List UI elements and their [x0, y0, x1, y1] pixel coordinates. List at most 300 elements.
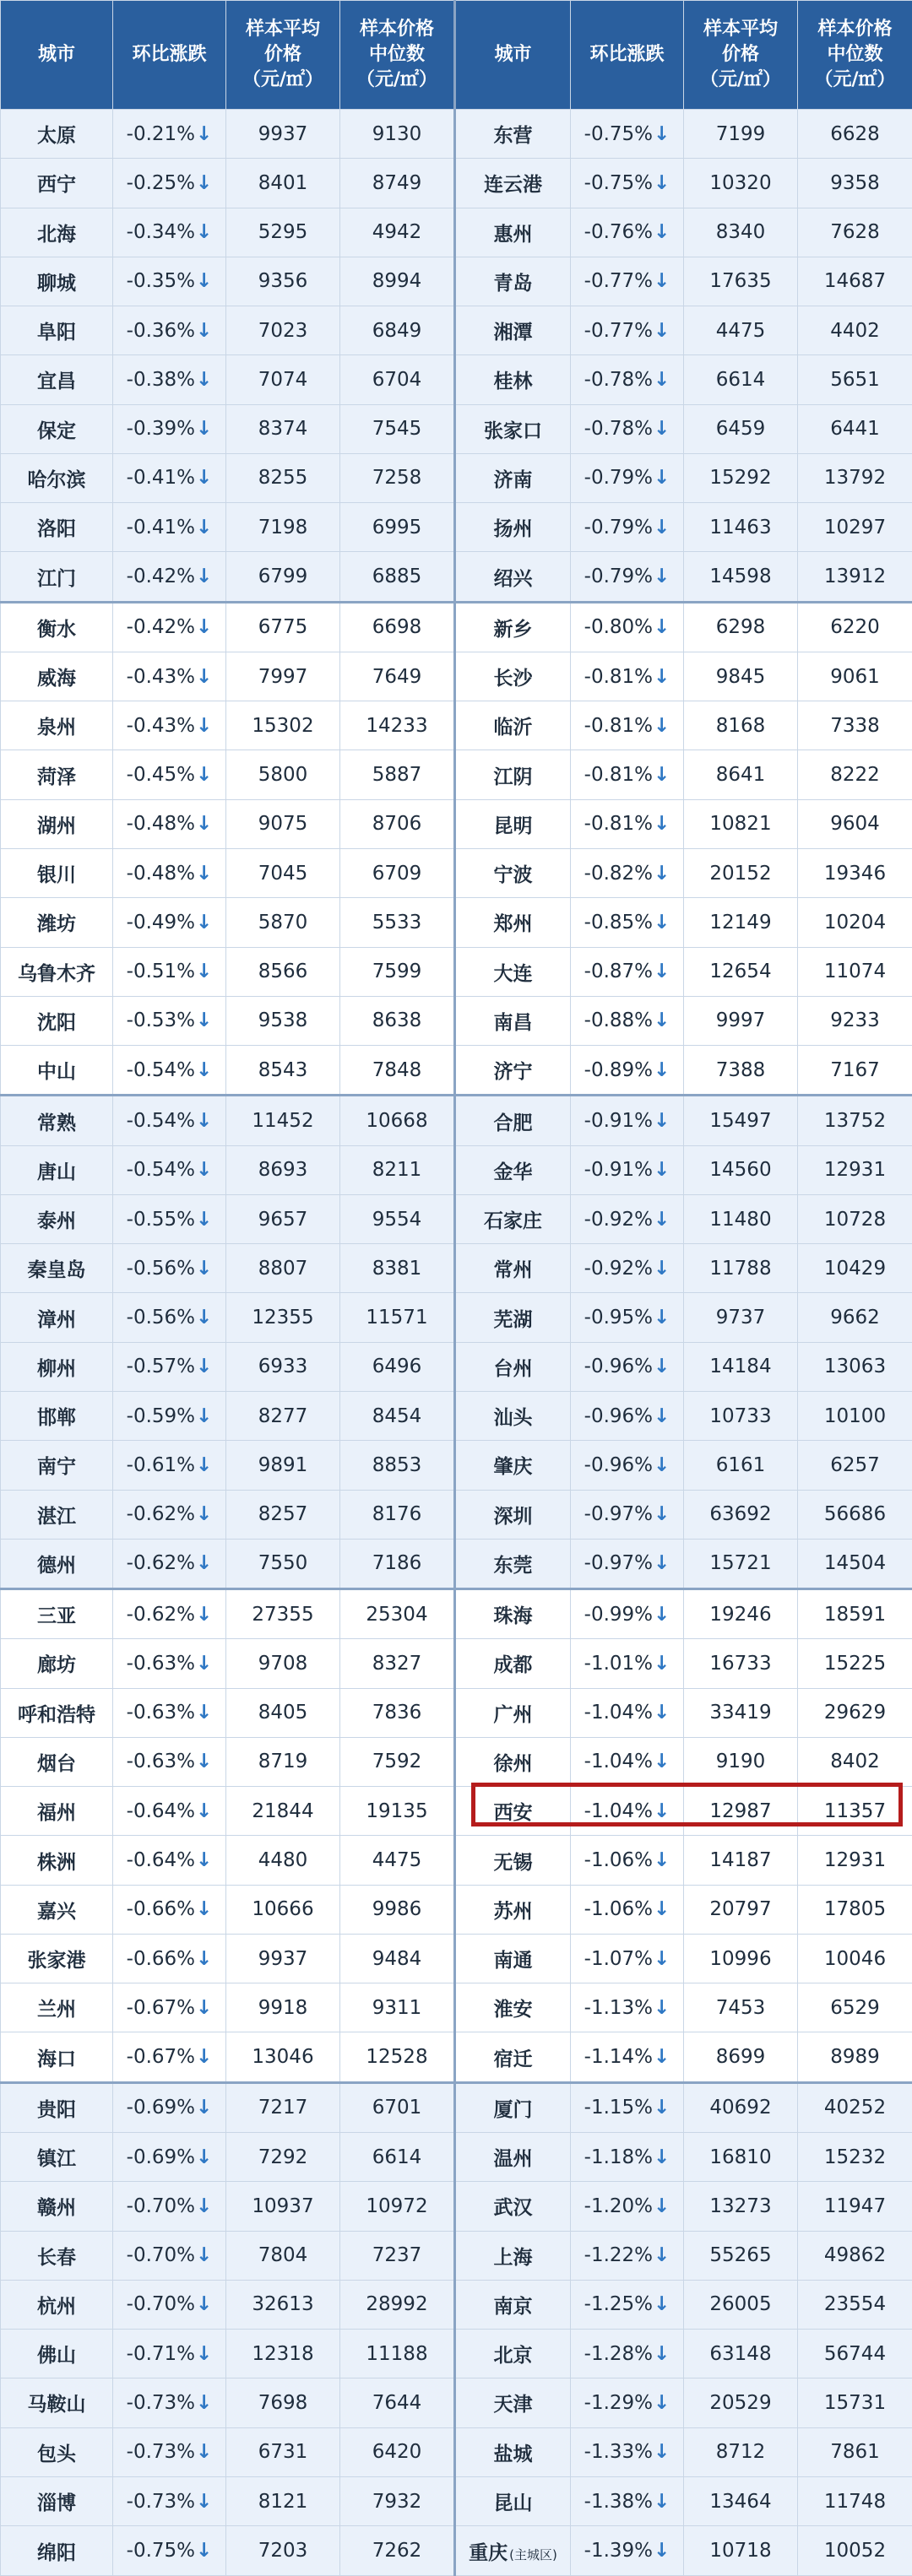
city-cell [455, 2427, 571, 2476]
avg-price-cell: 8374 [226, 404, 340, 453]
down-arrow-icon: ↓ [654, 467, 670, 490]
avg-price-cell: 7199 [684, 110, 798, 159]
avg-price-cell: 9845 [684, 652, 798, 701]
change-value: -0.61% [126, 1453, 196, 1476]
change-cell [113, 2182, 226, 2231]
city-cell [455, 208, 571, 257]
change-cell [571, 110, 684, 159]
down-arrow-icon: ↓ [654, 1208, 670, 1231]
city-cell [1, 2133, 113, 2182]
city-cell [455, 110, 571, 159]
city-cell [455, 1342, 571, 1391]
median-price-cell: 7649 [340, 652, 455, 701]
avg-price-cell: 5295 [226, 208, 340, 257]
city-cell [455, 1046, 571, 1096]
avg-price-cell: 4475 [684, 306, 798, 355]
change-cell [571, 1787, 684, 1836]
change-value: -0.54% [126, 1058, 196, 1081]
median-price-cell: 7628 [798, 208, 912, 257]
city-name: 保定 [37, 419, 76, 442]
change-value: -0.25% [126, 171, 196, 194]
avg-price-cell: 16733 [684, 1639, 798, 1688]
median-price-cell: 7836 [340, 1688, 455, 1737]
median-price-cell: 6529 [798, 1983, 912, 2032]
city-name: 镇江 [37, 2148, 76, 2171]
avg-price-cell: 33419 [684, 1688, 798, 1737]
city-name: 惠州 [493, 223, 533, 246]
change-cell [571, 1885, 684, 1934]
median-price-cell: 7644 [340, 2378, 455, 2427]
city-name: 赣州 [37, 2197, 76, 2220]
change-cell [571, 355, 684, 404]
avg-price-cell: 9708 [226, 1639, 340, 1688]
median-price-cell: 7848 [340, 1046, 455, 1096]
down-arrow-icon: ↓ [196, 1799, 213, 1822]
down-arrow-icon: ↓ [654, 1159, 670, 1182]
down-arrow-icon: ↓ [196, 2293, 213, 2316]
city-name: 厦门 [493, 2098, 533, 2121]
change-cell [113, 1885, 226, 1934]
median-price-cell: 49862 [798, 2231, 912, 2280]
median-price-cell: 6709 [340, 849, 455, 898]
city-name: 杭州 [37, 2295, 76, 2318]
avg-price-cell: 11480 [684, 1194, 798, 1243]
change-cell [113, 453, 226, 502]
change-value: -0.96% [584, 1356, 654, 1378]
city-name: 泉州 [37, 717, 76, 739]
change-cell [571, 1490, 684, 1539]
avg-price-cell: 12318 [226, 2330, 340, 2378]
change-cell [571, 1145, 684, 1194]
median-price-cell: 13752 [798, 1096, 912, 1145]
down-arrow-icon: ↓ [654, 2046, 670, 2069]
avg-price-cell: 20797 [684, 1885, 798, 1934]
avg-price-cell: 63692 [684, 1490, 798, 1539]
change-value: -0.62% [126, 1552, 196, 1575]
change-value: -1.33% [584, 2441, 654, 2464]
city-name: 重庆 [469, 2541, 508, 2564]
city-name: 洛阳 [37, 518, 76, 541]
city-name: 威海 [37, 668, 76, 690]
change-cell [113, 1639, 226, 1688]
down-arrow-icon: ↓ [196, 1552, 213, 1575]
change-value: -0.89% [584, 1058, 654, 1081]
change-value: -0.75% [584, 171, 654, 194]
change-value: -0.57% [126, 1356, 196, 1378]
city-cell [1, 602, 113, 652]
down-arrow-icon: ↓ [196, 911, 213, 934]
down-arrow-icon: ↓ [196, 418, 213, 441]
change-value: -1.39% [584, 2540, 654, 2562]
city-cell [1, 355, 113, 404]
city-name: 肇庆 [493, 1456, 533, 1479]
table-row [1, 1639, 912, 1688]
city-cell [1, 1391, 113, 1440]
change-value: -0.42% [126, 616, 196, 639]
median-price-cell: 6885 [340, 552, 455, 602]
city-name: 西安 [493, 1802, 533, 1825]
change-cell [113, 1934, 226, 1983]
change-cell [571, 1096, 684, 1145]
table-row [1, 1836, 912, 1885]
city-name: 徐州 [493, 1752, 533, 1775]
city-cell [1, 552, 113, 602]
change-value: -1.04% [584, 1702, 654, 1724]
median-price-cell: 4475 [340, 1836, 455, 1885]
city-name: 青岛 [493, 272, 533, 295]
change-cell [113, 2280, 226, 2329]
median-price-cell: 9233 [798, 996, 912, 1045]
avg-price-cell: 15292 [684, 453, 798, 502]
change-value: -0.77% [584, 319, 654, 342]
change-cell [113, 2330, 226, 2378]
avg-price-cell: 8719 [226, 1737, 340, 1786]
city-name: 海口 [37, 2048, 76, 2070]
median-price-cell: 19346 [798, 849, 912, 898]
city-cell [455, 1983, 571, 2032]
down-arrow-icon: ↓ [654, 1702, 670, 1724]
city-cell [455, 2231, 571, 2280]
table-row [1, 306, 912, 355]
median-price-cell: 11074 [798, 947, 912, 996]
down-arrow-icon: ↓ [654, 122, 670, 145]
change-cell [113, 1046, 226, 1096]
median-price-cell: 7861 [798, 2427, 912, 2476]
avg-price-cell: 7203 [226, 2526, 340, 2576]
change-value: -0.49% [126, 911, 196, 934]
change-value: -0.36% [126, 319, 196, 342]
median-price-cell: 8211 [340, 1145, 455, 1194]
avg-price-cell: 6298 [684, 602, 798, 652]
city-name: 盐城 [493, 2443, 533, 2465]
avg-price-cell: 8693 [226, 1145, 340, 1194]
change-cell [113, 2476, 226, 2525]
avg-price-cell: 8340 [684, 208, 798, 257]
table-row [1, 1737, 912, 1786]
city-cell [1, 2231, 113, 2280]
city-cell [1, 1441, 113, 1490]
table-row [1, 1096, 912, 1145]
avg-price-cell: 7698 [226, 2378, 340, 2427]
city-name: 宁波 [493, 864, 533, 887]
change-value: -0.56% [126, 1257, 196, 1280]
city-name: 天津 [493, 2394, 533, 2416]
median-price-cell: 40252 [798, 2082, 912, 2132]
avg-price-cell: 10733 [684, 1391, 798, 1440]
median-price-cell: 6701 [340, 2082, 455, 2132]
change-value: -0.35% [126, 270, 196, 293]
city-name: 武汉 [493, 2197, 533, 2220]
city-name: 阜阳 [37, 322, 76, 344]
down-arrow-icon: ↓ [654, 2293, 670, 2316]
table-row [1, 1145, 912, 1194]
avg-price-cell: 7550 [226, 1539, 340, 1588]
city-name: 哈尔滨 [27, 468, 86, 491]
city-name: 西宁 [37, 174, 76, 197]
change-value: -0.97% [584, 1503, 654, 1526]
city-cell [455, 2032, 571, 2082]
city-cell [455, 849, 571, 898]
city-name: 珠海 [493, 1605, 533, 1628]
avg-price-cell: 8255 [226, 453, 340, 502]
change-value: -0.70% [126, 2293, 196, 2316]
change-value: -0.96% [584, 1453, 654, 1476]
median-price-cell: 5887 [340, 750, 455, 799]
down-arrow-icon: ↓ [196, 764, 213, 787]
down-arrow-icon: ↓ [654, 1799, 670, 1822]
city-cell [455, 1391, 571, 1440]
table-row [1, 2526, 912, 2576]
avg-price-cell: 7804 [226, 2231, 340, 2280]
table-row [1, 2231, 912, 2280]
city-cell [455, 503, 571, 552]
down-arrow-icon: ↓ [196, 2097, 213, 2119]
table-row [1, 1688, 912, 1737]
header-change: 环比涨跌 [571, 1, 684, 110]
change-cell [571, 1639, 684, 1688]
median-price-cell: 9311 [340, 1983, 455, 2032]
median-price-cell: 10046 [798, 1934, 912, 1983]
header-row [1, 1, 912, 110]
down-arrow-icon: ↓ [196, 862, 213, 885]
avg-price-cell: 6775 [226, 602, 340, 652]
median-price-cell: 9986 [340, 1885, 455, 1934]
down-arrow-icon: ↓ [196, 221, 213, 244]
change-cell [113, 2231, 226, 2280]
avg-price-cell: 8401 [226, 159, 340, 208]
city-cell [455, 2133, 571, 2182]
avg-price-cell: 9190 [684, 1737, 798, 1786]
change-cell [571, 1737, 684, 1786]
median-price-cell: 13792 [798, 453, 912, 502]
median-price-cell: 15731 [798, 2378, 912, 2427]
change-cell [113, 1983, 226, 2032]
city-cell [455, 1589, 571, 1639]
change-cell [571, 208, 684, 257]
down-arrow-icon: ↓ [654, 911, 670, 934]
change-cell [113, 849, 226, 898]
city-cell [1, 2280, 113, 2329]
median-price-cell: 19135 [340, 1787, 455, 1836]
city-suffix: (主城区) [509, 2546, 557, 2562]
city-name: 金华 [493, 1161, 533, 1183]
down-arrow-icon: ↓ [654, 616, 670, 639]
median-price-cell: 10204 [798, 898, 912, 947]
median-price-cell: 8402 [798, 1737, 912, 1786]
down-arrow-icon: ↓ [196, 1603, 213, 1626]
down-arrow-icon: ↓ [196, 1009, 213, 1032]
change-cell [571, 1046, 684, 1096]
median-price-cell: 6995 [340, 503, 455, 552]
city-cell [1, 1342, 113, 1391]
city-cell [1, 898, 113, 947]
median-price-cell: 7599 [340, 947, 455, 996]
median-price-cell: 7167 [798, 1046, 912, 1096]
down-arrow-icon: ↓ [196, 1702, 213, 1724]
change-cell [571, 1539, 684, 1588]
median-price-cell: 11748 [798, 2476, 912, 2525]
avg-price-cell: 8543 [226, 1046, 340, 1096]
change-cell [113, 257, 226, 306]
avg-price-cell: 8121 [226, 2476, 340, 2525]
city-cell [1, 1934, 113, 1983]
city-cell [455, 1441, 571, 1490]
city-name: 烟台 [37, 1752, 76, 1775]
city-cell [1, 701, 113, 750]
median-price-cell: 8638 [340, 996, 455, 1045]
city-name: 南昌 [493, 1011, 533, 1034]
change-value: -0.48% [126, 813, 196, 836]
change-cell [571, 898, 684, 947]
avg-price-cell: 5870 [226, 898, 340, 947]
table-row [1, 257, 912, 306]
change-value: -0.73% [126, 2391, 196, 2414]
avg-price-cell: 9918 [226, 1983, 340, 2032]
city-name: 株洲 [37, 1851, 76, 1874]
city-cell [455, 1293, 571, 1342]
down-arrow-icon: ↓ [654, 1356, 670, 1378]
avg-price-cell: 7217 [226, 2082, 340, 2132]
median-price-cell: 12528 [340, 2032, 455, 2082]
change-cell [571, 1688, 684, 1737]
down-arrow-icon: ↓ [196, 2194, 213, 2217]
city-name: 包头 [37, 2443, 76, 2465]
table-row [1, 110, 912, 159]
down-arrow-icon: ↓ [196, 1356, 213, 1378]
down-arrow-icon: ↓ [654, 566, 670, 588]
table-row [1, 1293, 912, 1342]
avg-price-cell: 16810 [684, 2133, 798, 2182]
city-cell [1, 159, 113, 208]
city-cell [1, 996, 113, 1045]
median-price-cell: 25304 [340, 1589, 455, 1639]
avg-price-cell: 9937 [226, 110, 340, 159]
down-arrow-icon: ↓ [654, 1898, 670, 1921]
city-cell [1, 404, 113, 453]
table-row [1, 2280, 912, 2329]
change-value: -0.96% [584, 1404, 654, 1427]
change-cell [571, 257, 684, 306]
table-row [1, 1441, 912, 1490]
city-cell [1, 257, 113, 306]
change-cell [571, 404, 684, 453]
change-value: -0.66% [126, 1898, 196, 1921]
table-row [1, 2032, 912, 2082]
city-cell [1, 1836, 113, 1885]
down-arrow-icon: ↓ [654, 1603, 670, 1626]
avg-price-cell: 14560 [684, 1145, 798, 1194]
table-row [1, 404, 912, 453]
down-arrow-icon: ↓ [196, 368, 213, 391]
city-name: 贵阳 [37, 2098, 76, 2121]
city-cell [1, 503, 113, 552]
median-price-cell: 13063 [798, 1342, 912, 1391]
down-arrow-icon: ↓ [654, 1947, 670, 1970]
change-cell [113, 552, 226, 602]
change-cell [571, 2476, 684, 2525]
city-name: 连云港 [484, 174, 542, 197]
down-arrow-icon: ↓ [654, 764, 670, 787]
down-arrow-icon: ↓ [654, 2194, 670, 2217]
city-cell [455, 159, 571, 208]
city-name: 南宁 [37, 1456, 76, 1479]
down-arrow-icon: ↓ [196, 714, 213, 737]
avg-price-cell: 19246 [684, 1589, 798, 1639]
city-name: 嘉兴 [37, 1900, 76, 1923]
city-cell [455, 404, 571, 453]
city-cell [455, 898, 571, 947]
city-cell [1, 1194, 113, 1243]
table-row [1, 355, 912, 404]
change-cell [571, 1983, 684, 2032]
change-value: -1.22% [584, 2244, 654, 2267]
city-name: 淮安 [493, 1999, 533, 2021]
city-name: 广州 [493, 1703, 533, 1726]
down-arrow-icon: ↓ [654, 2342, 670, 2365]
change-cell [113, 602, 226, 652]
city-cell [1, 453, 113, 502]
change-value: -1.13% [584, 1996, 654, 2019]
change-value: -1.28% [584, 2342, 654, 2365]
change-cell [571, 701, 684, 750]
down-arrow-icon: ↓ [196, 2441, 213, 2464]
avg-price-cell: 7388 [684, 1046, 798, 1096]
avg-price-cell: 40692 [684, 2082, 798, 2132]
city-name: 江阴 [493, 766, 533, 788]
change-value: -0.99% [584, 1603, 654, 1626]
change-cell [571, 1589, 684, 1639]
avg-price-cell: 10996 [684, 1934, 798, 1983]
city-cell [455, 1096, 571, 1145]
change-value: -0.38% [126, 368, 196, 391]
down-arrow-icon: ↓ [654, 221, 670, 244]
city-cell [455, 1934, 571, 1983]
city-cell [1, 1787, 113, 1836]
change-value: -0.78% [584, 418, 654, 441]
change-cell [113, 355, 226, 404]
city-cell [1, 1885, 113, 1934]
down-arrow-icon: ↓ [196, 171, 213, 194]
down-arrow-icon: ↓ [196, 1453, 213, 1476]
down-arrow-icon: ↓ [196, 1257, 213, 1280]
header-median-price: 样本价格 中位数 （元/㎡） [340, 1, 455, 110]
down-arrow-icon: ↓ [654, 1257, 670, 1280]
city-name: 合肥 [493, 1112, 533, 1134]
city-name: 宿迁 [493, 2048, 533, 2070]
avg-price-cell: 10666 [226, 1885, 340, 1934]
median-price-cell: 14504 [798, 1539, 912, 1588]
avg-price-cell: 27355 [226, 1589, 340, 1639]
city-cell [455, 1194, 571, 1243]
change-value: -0.97% [584, 1552, 654, 1575]
avg-price-cell: 11452 [226, 1096, 340, 1145]
change-cell [113, 2427, 226, 2476]
city-cell [455, 996, 571, 1045]
change-cell [113, 1787, 226, 1836]
city-name: 唐山 [37, 1161, 76, 1183]
median-price-cell: 8749 [340, 159, 455, 208]
change-value: -1.20% [584, 2194, 654, 2217]
city-name: 呼和浩特 [18, 1703, 95, 1726]
down-arrow-icon: ↓ [654, 714, 670, 737]
city-cell [455, 1787, 571, 1836]
avg-price-cell: 12654 [684, 947, 798, 996]
avg-price-cell: 6614 [684, 355, 798, 404]
change-value: -1.15% [584, 2097, 654, 2119]
change-value: -0.79% [584, 467, 654, 490]
median-price-cell: 12931 [798, 1145, 912, 1194]
table-row [1, 2330, 912, 2378]
